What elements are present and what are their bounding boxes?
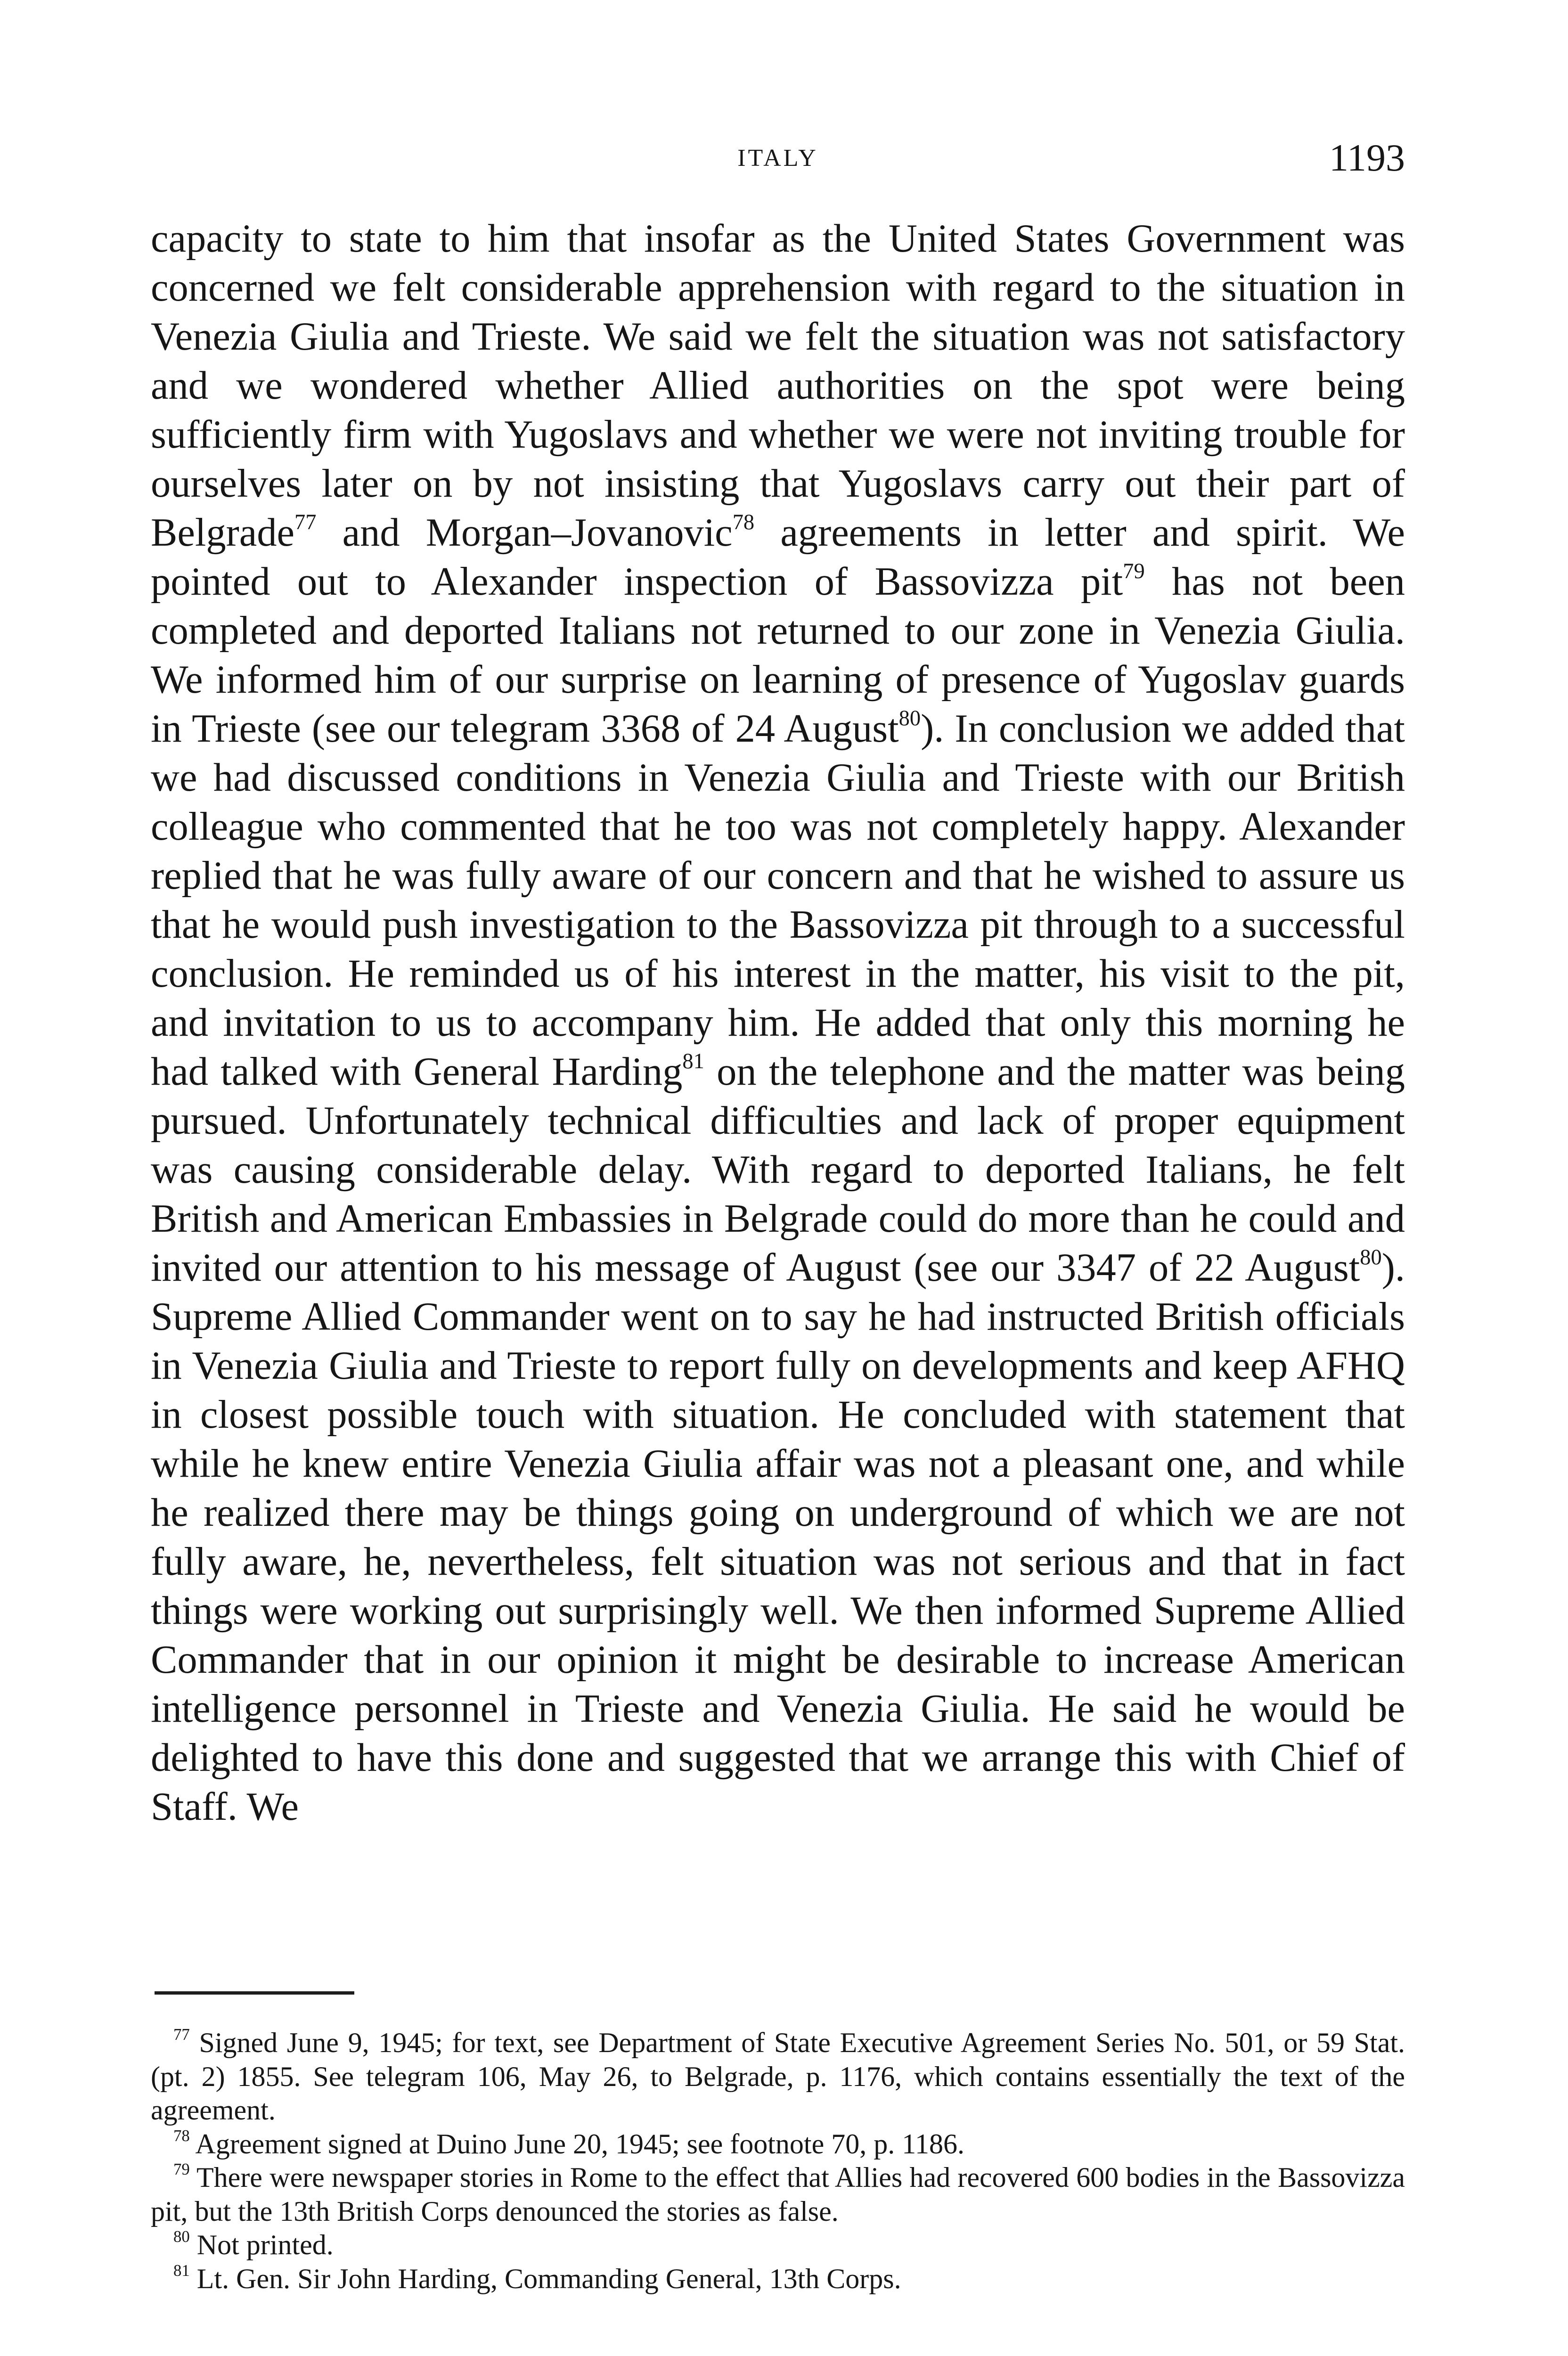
footnote-80 <box>151 2228 1405 2262</box>
footnote-divider <box>155 1991 354 1995</box>
footnote-number: 78 <box>173 2126 190 2145</box>
footnote-81 <box>151 2262 1405 2296</box>
footnote-reference-80: 80 <box>898 706 921 731</box>
body-text-segment: capacity to state to him that insofar as the United States Government was concerned we felt considerable apprehension with regard to the situation in Venezia Giulia and Trieste. We said we felt the situation was not satisfactory and we wondered whether Allied authorities on the spot were being sufficiently firm with Yugoslavs and whether we were not inviting trouble for ourselves later on by not insisting that Yugoslavs carry out their part of Belgrade <box>151 217 1405 555</box>
footnotes <box>151 2026 1405 2296</box>
footnote-text: There were newspaper stories in Rome to the effect that Allies had recovered 600 bodies in the Bassovizza pit, but the 13th British Corps denounced the stories as false. <box>151 2162 1405 2227</box>
footnote-number: 81 <box>173 2261 190 2280</box>
body-text-segment: on the telephone and the matter was being pursued. Unfortunately technical difficulties and lack of proper equipment was causing considerable delay. With regard to deported Italians, he felt British and American Embassies in Belgrade could do more than he could and invited our attention to his message of August (see our 3347 of 22 August <box>151 1050 1405 1290</box>
footnote-reference-77: 77 <box>294 510 317 535</box>
footnote-text: Not printed. <box>196 2229 334 2260</box>
footnote-text: Signed June 9, 1945; for text, see Department of State Executive Agreement Series No. 501, or 59 Stat. (pt. 2) 1855. See telegram 106, May 26, to Belgrade, p. 1176, which contains essentially the text of the agreement. <box>151 2027 1405 2126</box>
footnote-77 <box>151 2026 1405 2127</box>
footnote-reference-80: 80 <box>1360 1245 1382 1270</box>
footnote-text: Lt. Gen. Sir John Harding, Commanding General, 13th Corps. <box>196 2263 901 2294</box>
body-paragraph <box>151 214 1405 1832</box>
footnote-reference-79: 79 <box>1123 559 1145 584</box>
footnote-text: Agreement signed at Duino June 20, 1945; see footnote 70, p. 1186. <box>195 2128 964 2160</box>
page-number: 1193 <box>1329 136 1405 179</box>
footnote-reference-78: 78 <box>732 510 755 535</box>
footnote-78 <box>151 2127 1405 2161</box>
footnote-number: 80 <box>173 2227 190 2246</box>
body-text-segment: ). In conclusion we added that we had discussed conditions in Venezia Giulia and Trieste with our British colleague who commented that he too was not completely happy. Alexander replied that he was fully aware of our concern and that he wished to assure us that he would push investigation to the Bassovizza pit through to a successful conclusion. He reminded us of his interest in the matter, his visit to the pit, and invitation to us to accompany him. He added that only this morning he had talked with General Harding <box>151 707 1405 1094</box>
footnote-79 <box>151 2161 1405 2228</box>
body-text-segment: agreements in letter and spirit. We pointed out to Alexander inspection of Bassovizza pit <box>151 511 1405 604</box>
body-text-segment: ). Supreme Allied Commander went on to say he had instructed British officials in Venezia Giulia and Trieste to report fully on developments and keep AFHQ in closest possible touch with situation. He concluded with statement that while he knew entire Venezia Giulia affair was not a pleasant one, and while he realized there may be things going on underground of which we are not fully aware, he, nevertheless, felt situation was not serious and that in fact things were working out surprisingly well. We then informed Supreme Allied Commander that in our opinion it might be desirable to increase American intelligence personnel in Trieste and Venezia Giulia. He said he would be delighted to have this done and suggested that we arrange this with Chief of Staff. We <box>151 1246 1405 1829</box>
running-head: ITALY <box>737 145 818 172</box>
footnote-number: 77 <box>173 2025 190 2044</box>
body-text-segment: has not been completed and deported Italians not returned to our zone in Venezia Giulia. We informed him of our surprise on learning of presence of Yugoslav guards in Trieste (see our telegram 3368 of 24 August <box>151 560 1405 751</box>
page-header <box>151 136 1405 188</box>
footnote-number: 79 <box>173 2160 190 2178</box>
footnote-reference-81: 81 <box>682 1049 704 1074</box>
body-text-segment: and Morgan–Jovanovic <box>316 511 733 555</box>
